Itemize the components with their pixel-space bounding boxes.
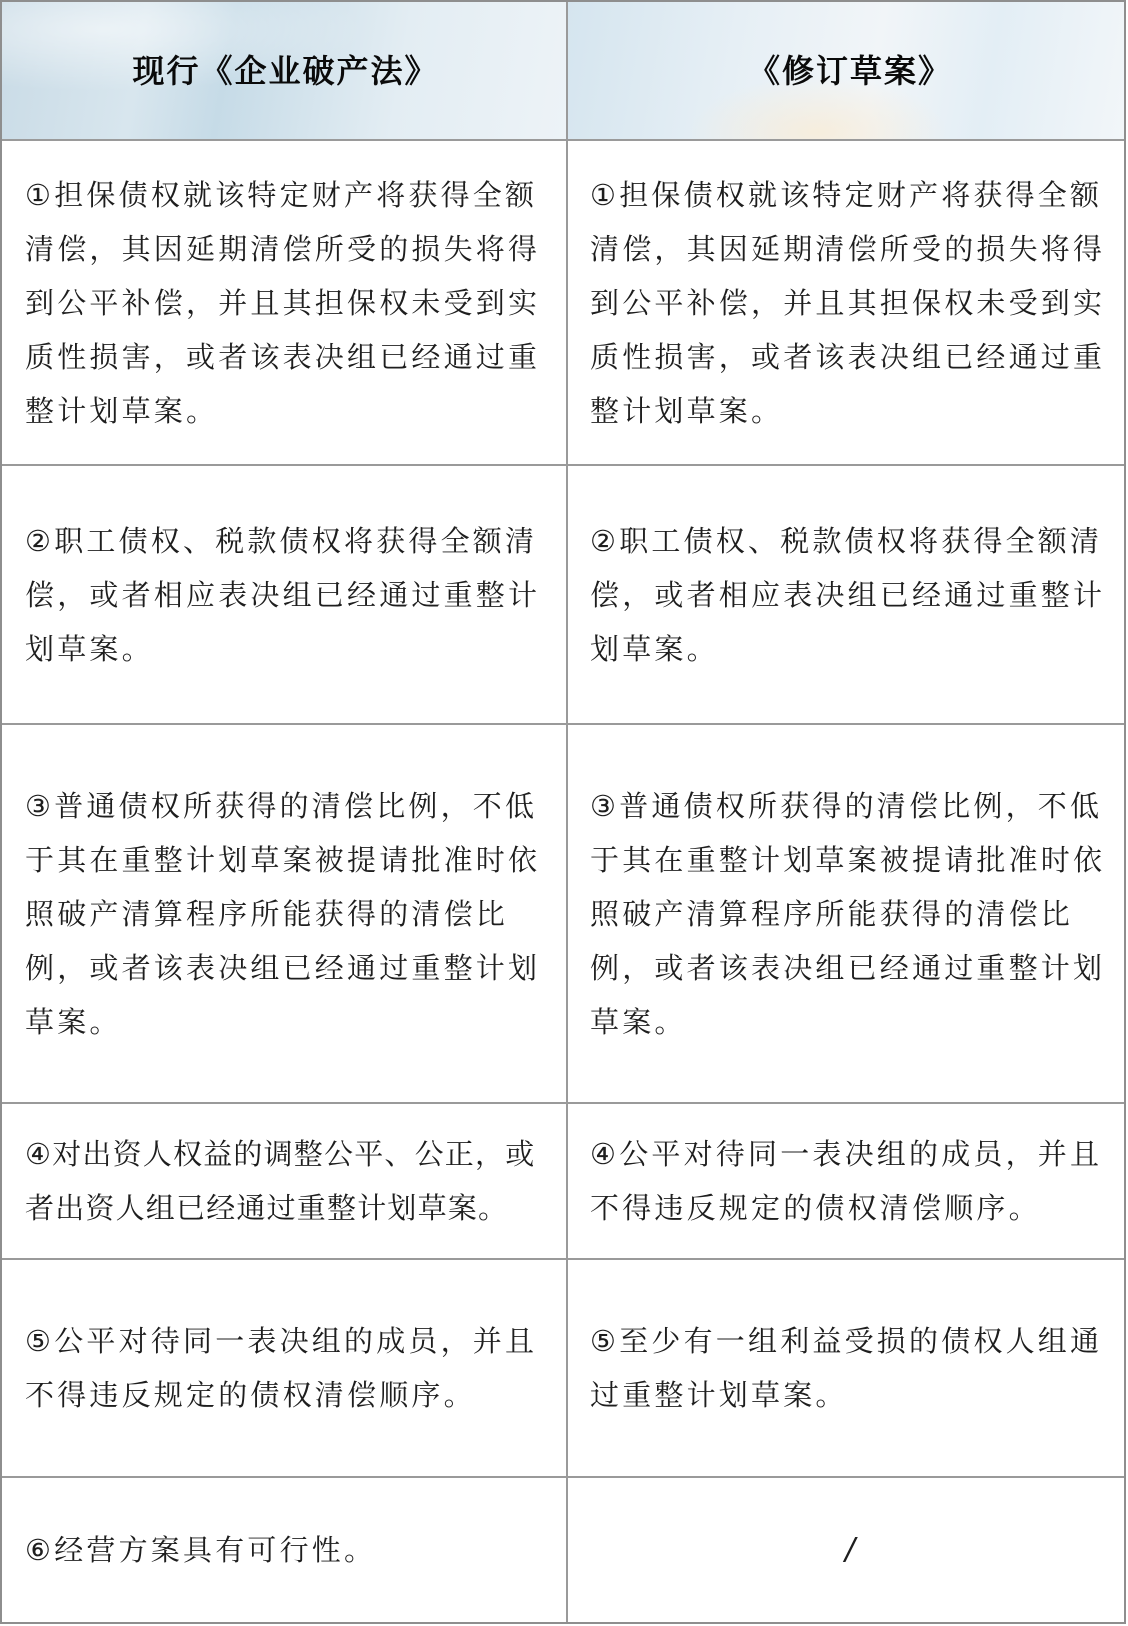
row-6-draft-text: / [844,1532,856,1567]
row-1-draft-text: ①担保债权就该特定财产将获得全额清偿，其因延期清偿所受的损失将得到公平补偿，并且其担保权未受到实质性损害，或者该表决组已经通过重整计划草案。 [590,177,1106,428]
row-3-current [2,725,568,1104]
row-6-current-text: ⑥经营方案具有可行性。 [25,1533,377,1567]
row-4-draft [568,1104,1124,1260]
header-current-law-label: 现行《企业破产法》 [132,51,439,90]
row-1-draft [568,141,1124,466]
row-2-current-text: ②职工债权、税款债权将获得全额清偿，或者相应表决组已经通过重整计划草案。 [25,523,541,666]
header-revised-draft-label: 《修订草案》 [747,51,952,90]
row-1-current-text: ①担保债权就该特定财产将获得全额清偿，其因延期清偿所受的损失将得到公平补偿，并且其担保权未受到实质性损害，或者该表决组已经通过重整计划草案。 [25,177,541,428]
row-4-current-text: ④对出资人权益的调整公平、公正，或者出资人组已经通过重整计划草案。 [25,1137,536,1225]
row-6-draft [568,1478,1124,1622]
row-4-draft-text: ④公平对待同一表决组的成员，并且不得违反规定的债权清偿顺序。 [590,1137,1103,1225]
row-6-current [2,1478,568,1622]
row-4-current [2,1104,568,1260]
row-5-draft-text: ⑤至少有一组利益受损的债权人组通过重整计划草案。 [590,1324,1103,1412]
row-5-current [2,1260,568,1478]
row-1-current [2,141,568,466]
header-current-law [2,2,568,141]
row-3-current-text: ③普通债权所获得的清偿比例，不低于其在重整计划草案被提请批准时依照破产清算程序所能获得的清偿比例，或者该表决组已经通过重整计划草案。 [25,788,541,1039]
row-3-draft-text: ③普通债权所获得的清偿比例，不低于其在重整计划草案被提请批准时依照破产清算程序所能获得的清偿比例，或者该表决组已经通过重整计划草案。 [590,788,1106,1039]
row-2-current [2,466,568,725]
row-3-draft [568,725,1124,1104]
header-revised-draft [568,2,1124,141]
row-5-draft [568,1260,1124,1478]
row-5-current-text: ⑤公平对待同一表决组的成员，并且不得违反规定的债权清偿顺序。 [25,1324,538,1412]
row-2-draft [568,466,1124,725]
row-2-draft-text: ②职工债权、税款债权将获得全额清偿，或者相应表决组已经通过重整计划草案。 [590,523,1106,666]
